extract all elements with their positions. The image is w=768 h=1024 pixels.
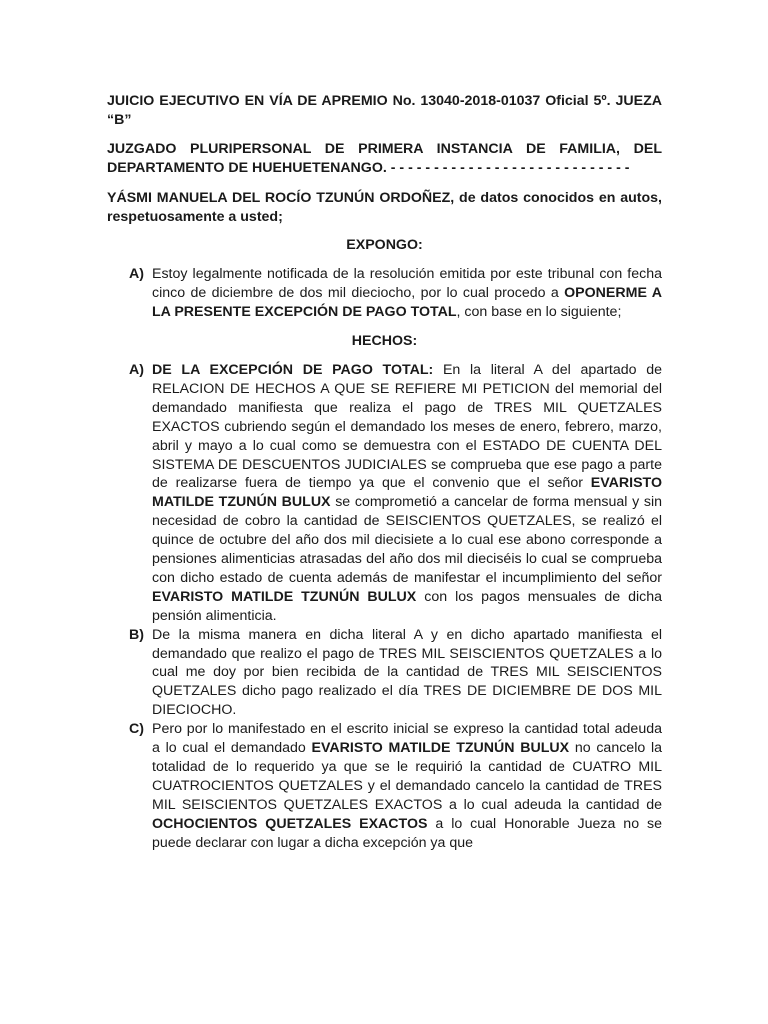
expongo-item-a	[107, 265, 662, 322]
item-bold-text: DE LA EXCEPCIÓN DE PAGO TOTAL:	[152, 361, 434, 378]
item-text: Estoy legalmente notificada de la resolución emitida por este tribunal con fecha cinco de diciembre de dos mil dieciocho, por lo cual procedo a	[152, 266, 662, 302]
item-text: no cancelo la totalidad de lo requerido ya que se le requirió la cantidad de CUATRO MIL CUATROCIENTOS QUETZALES y el demandado cancelo la cantidad de TRES MIL SEISCIENTOS QUETZALES EXACTOS a lo cual adeuda la cantidad de	[152, 740, 662, 813]
item-text: a lo cual Honorable Jueza no se puede declarar con lugar a dicha excepción ya que	[152, 815, 662, 851]
petitioner-intro: YÁSMI MANUELA DEL ROCÍO TZUNÚN ORDOÑEZ, de datos conocidos en autos, respetuosamente a usted;	[107, 189, 662, 225]
case-heading: JUICIO EJECUTIVO EN VÍA DE APREMIO No. 13040-2018-01037 Oficial 5º. JUEZA “B”	[107, 93, 662, 128]
expongo-heading: EXPONGO:	[346, 237, 423, 254]
item-text: con los pagos mensuales de dicha pensión alimenticia.	[152, 588, 663, 624]
hechos-item-c	[107, 720, 662, 852]
hechos-item-b	[107, 626, 662, 721]
item-text: Pero por lo manifestado en el escrito inicial se expreso la cantidad total adeuda a lo cual el demandado	[152, 721, 662, 757]
item-letter: C)	[129, 721, 144, 738]
item-letter: A)	[129, 361, 144, 378]
hechos-item-a	[107, 361, 662, 626]
item-text: De la misma manera en dicha literal A y en dicho apartado manifiesta el demandado que realizo el pago de TRES MIL SEISCIENTOS QUETZALES a lo cual me doy por bien recibida de la cantidad de TRES MIL SEISCIENTOS QUETZALES dicho pago realizado el día TRES DE DICIEMBRE DE DOS MIL DIECIOCHO.	[152, 626, 662, 719]
document-page	[107, 92, 662, 853]
court-heading: JUZGADO PLURIPERSONAL DE PRIMERA INSTANCIA DE FAMILIA, DEL DEPARTAMENTO DE HUEHUETENANGO. - - - - - - - - - - - - - - - - - - - - - - - - - - - -	[107, 140, 662, 176]
item-bold-text: OCHOCIENTOS QUETZALES EXACTOS	[152, 815, 428, 832]
item-bold-text: EVARISTO MATILDE TZUNÚN BULUX	[311, 740, 570, 757]
item-letter: A)	[129, 266, 144, 283]
item-text: se comprometió a cancelar de forma mensual y sin necesidad de cobro la cantidad de SEISCIENTOS QUETZALES, se realizó el quince de octubre del año dos mil diecisiete a lo cual ese abono corresponde a pensiones alimenticias atrasadas del año dos mil dieciséis lo cual se comprueba con dicho estado de cuenta además de manifestar el incumplimiento del señor	[152, 494, 662, 586]
hechos-heading: HECHOS:	[351, 333, 418, 350]
item-bold-text: EVARISTO MATILDE TZUNÚN BULUX	[152, 588, 417, 605]
item-bold-text: OPONERME A LA PRESENTE EXCEPCIÓN DE PAGO TOTAL	[152, 285, 662, 321]
item-text: , con base en lo siguiente;	[456, 304, 622, 321]
item-bold-text: EVARISTO MATILDE TZUNÚN BULUX	[152, 475, 662, 511]
item-text: En la literal A del apartado de RELACION DE HECHOS A QUE SE REFIERE MI PETICION del memorial del demandado manifiesta que realiza el pago de TRES MIL QUETZALES EXACTOS cubriendo según el demandado los meses de enero, febrero, marzo, abril y mayo a lo cual como se demuestra con el ESTADO DE CUENTA DEL SISTEMA DE DESCUENTOS JUDICIALES se comprueba que ese pago a parte de realizarse fuera de tiempo ya que el convenio que el señor	[152, 361, 663, 492]
item-letter: B)	[129, 626, 144, 643]
